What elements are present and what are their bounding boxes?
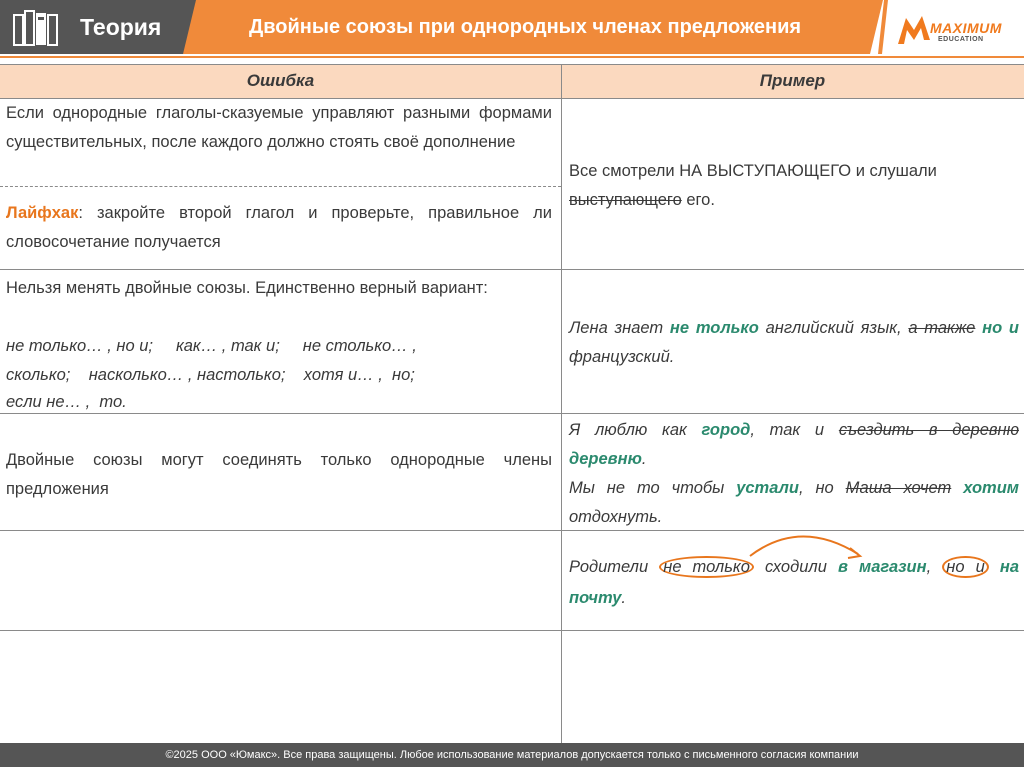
highlight-word: деревню: [569, 450, 642, 468]
strikethrough-word: съездить в деревню: [838, 421, 1019, 439]
curved-arrow-icon: [740, 526, 870, 566]
row3-error-text: Двойные союзы могут соединять только однородные члены предложения: [6, 451, 552, 498]
example-text: его.: [681, 191, 715, 209]
footer-bar: [0, 743, 1024, 767]
logo-name: MAXIMUM: [930, 20, 1002, 36]
row2-example: [569, 314, 1019, 372]
example-text: Лена знает: [569, 319, 670, 337]
strikethrough-word: а также: [908, 319, 976, 337]
table-border-top: [0, 64, 1024, 65]
header-bar: [0, 0, 1024, 58]
highlight-word: но и: [982, 319, 1019, 337]
example-text: сходили: [753, 558, 838, 576]
row2-error-intro: Нельзя менять двойные союзы. Единственно верный вариант:: [6, 279, 488, 297]
example-text: [989, 558, 1000, 576]
highlight-word: не только: [669, 319, 759, 337]
errors-table: [0, 64, 1024, 743]
example-text: , но: [798, 479, 846, 497]
example-text: Мы не то чтобы: [569, 479, 737, 497]
example-text: французский.: [569, 348, 675, 366]
row1-divider: [0, 269, 1024, 270]
example-text: ,: [926, 558, 943, 576]
maximum-logo-icon: [894, 10, 934, 50]
lifehack-text: : закройте второй глагол и проверьте, правильное ли словосочетание получается: [6, 204, 552, 251]
lifehack-label: Лайфхак: [6, 204, 79, 222]
strikethrough-word: выступающего: [569, 191, 682, 209]
example-text: английский язык,: [758, 319, 909, 337]
row4-divider: [0, 630, 1024, 631]
conjunction-list-line3: если не… , то.: [6, 393, 127, 411]
column-divider: [561, 64, 562, 743]
example-text: , так и: [750, 421, 839, 439]
example-text: [951, 479, 963, 497]
strikethrough-word: Маша хочет: [845, 479, 952, 497]
conjunction-list-line2: сколько; насколько… , настолько; хотя и… , но;: [6, 366, 415, 384]
highlight-word: хотим: [963, 479, 1019, 497]
highlight-word: город: [701, 421, 751, 439]
example-text: Родители: [569, 558, 660, 576]
example-text: Я люблю как: [569, 421, 702, 439]
example-text: .: [621, 589, 626, 607]
highlight-word: в магазин: [837, 558, 927, 576]
page-title: Двойные союзы при однородных членах предложения: [249, 16, 802, 38]
example-text: Все смотрели НА ВЫСТУПАЮЩЕГО и слушали: [569, 162, 937, 180]
row3-example2: [569, 474, 1019, 532]
logo-subtitle: EDUCATION: [938, 36, 984, 43]
circled-conjunction: но и: [942, 556, 989, 578]
example-text: .: [641, 450, 647, 468]
row3-example1: [569, 416, 1019, 474]
row1-example: [569, 157, 1019, 215]
maximum-logo: [894, 10, 1018, 50]
highlight-word: устали: [736, 479, 799, 497]
copyright-text: ©2025 ООО «Юмакс». Все права защищены. Любое использование материалов допускается только с письменного согласия компании: [165, 749, 859, 761]
example-text: отдохнуть.: [569, 508, 663, 526]
row1-error-text: Если однородные глаголы-сказуемые управляют разными формами существительных, после каждого должно стоять своё дополнение: [6, 104, 552, 151]
conjunction-list-line1: не только… , но и; как… , так и; не столько… ,: [6, 337, 417, 355]
header-underline: [0, 56, 1024, 58]
row1-dashed-divider: [0, 186, 561, 187]
row1-lifehack: [6, 199, 552, 257]
section-title: Теория: [80, 14, 162, 40]
highlight-word: на почту: [569, 558, 1020, 607]
column-header-error: Ошибка: [0, 64, 561, 98]
column-header-example: Пример: [561, 64, 1024, 98]
books-icon: [12, 9, 64, 47]
circled-conjunction: не только: [659, 556, 754, 578]
